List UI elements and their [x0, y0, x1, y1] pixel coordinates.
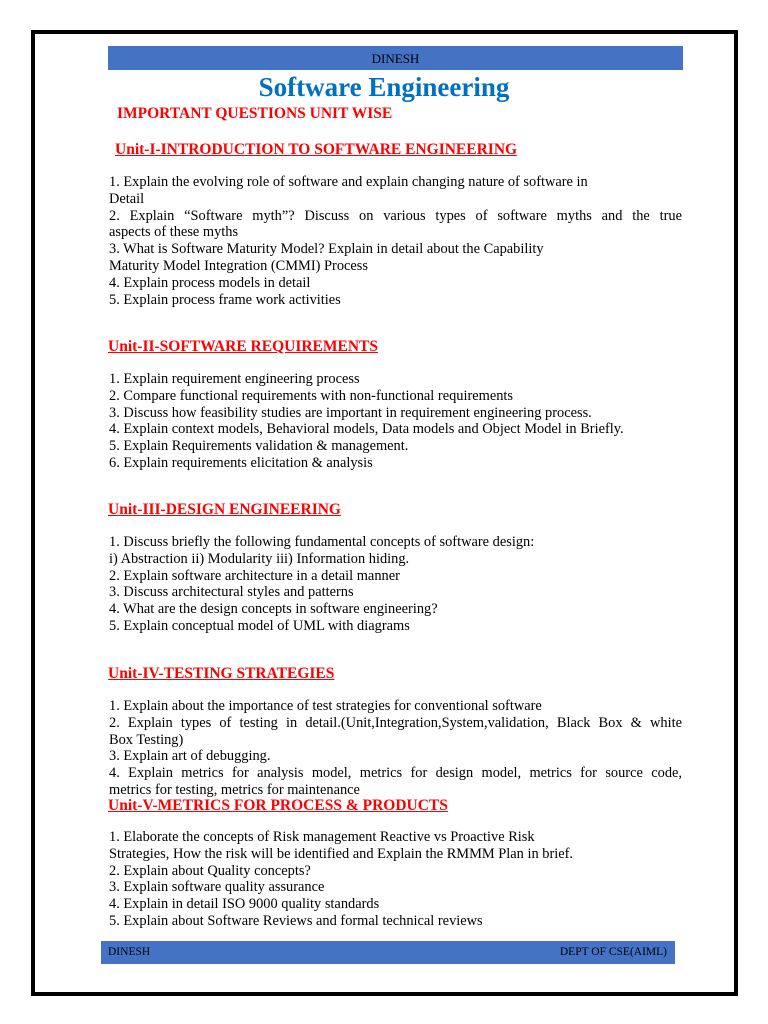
- question-line: 2. Explain “Software myth”? Discuss on various types of software myths and the true: [109, 207, 682, 224]
- question-line: 5. Explain about Software Reviews and formal technical reviews: [109, 912, 483, 929]
- question-line: 1. Explain the evolving role of software and explain changing nature of software in: [109, 174, 588, 190]
- unit-4-questions: [109, 698, 682, 799]
- unit-1-heading: Unit-I-INTRODUCTION TO SOFTWARE ENGINEERING: [115, 141, 518, 158]
- question-line: 4. Explain metrics for analysis model, metrics for design model, metrics for source code,: [109, 765, 682, 782]
- unit-5-heading: Unit-V-METRICS FOR PROCESS & PRODUCTS: [108, 797, 448, 814]
- question-line: 1. Discuss briefly the following fundamental concepts of software design:: [109, 534, 535, 550]
- header-name: DINESH: [371, 51, 420, 66]
- question-line: Box Testing): [109, 731, 184, 748]
- footer-bar: [101, 941, 675, 964]
- question-line: 3. What is Software Maturity Model? Explain in detail about the Capability: [109, 241, 544, 258]
- question-line: 3. Explain software quality assurance: [109, 879, 325, 896]
- question-line: 3. Explain art of debugging.: [109, 748, 271, 765]
- unit-3-questions: [109, 534, 682, 635]
- question-line: 1. Elaborate the concepts of Risk management Reactive vs Proactive Risk: [109, 829, 535, 845]
- unit-3-heading: Unit-III-DESIGN ENGINEERING: [108, 501, 341, 518]
- question-line: 1. Explain requirement engineering process: [109, 371, 360, 387]
- question-line: 4. Explain process models in detail: [109, 274, 311, 291]
- header-bar: [108, 46, 683, 70]
- question-line: 2. Compare functional requirements with non-functional requirements: [109, 387, 514, 404]
- question-line: 5. Explain conceptual model of UML with diagrams: [109, 617, 410, 634]
- document-title: Software Engineering: [258, 72, 510, 102]
- question-line: 2. Explain software architecture in a detail manner: [109, 567, 400, 584]
- question-line: Detail: [109, 190, 145, 207]
- question-line: 5. Explain process frame work activities: [109, 291, 341, 308]
- question-line: 6. Explain requirements elicitation & analysis: [109, 454, 373, 471]
- question-line: aspects of these myths: [109, 224, 239, 241]
- unit-4-heading: Unit-IV-TESTING STRATEGIES: [108, 665, 335, 682]
- question-line: 4. Explain context models, Behavioral models, Data models and Object Model in Briefly.: [109, 421, 624, 438]
- footer-author: DINESH: [108, 946, 151, 958]
- unit-2-questions: [109, 371, 682, 472]
- document-subtitle: IMPORTANT QUESTIONS UNIT WISE: [117, 105, 393, 122]
- question-line: i) Abstraction ii) Modularity iii) Information hiding.: [109, 550, 410, 567]
- question-line: Strategies, How the risk will be identified and Explain the RMMM Plan in brief.: [109, 845, 574, 862]
- footer-department: DEPT OF CSE(AIML): [559, 946, 667, 958]
- question-line: 3. Discuss how feasibility studies are important in requirement engineering process.: [109, 404, 592, 421]
- unit-2-heading: Unit-II-SOFTWARE REQUIREMENTS: [108, 338, 379, 355]
- question-line: metrics for testing, metrics for maintenance: [109, 781, 360, 798]
- question-line: Maturity Model Integration (CMMI) Process: [109, 257, 368, 274]
- question-line: 4. Explain in detail ISO 9000 quality standards: [109, 896, 380, 913]
- unit-5-questions: [109, 829, 682, 930]
- question-line: 5. Explain Requirements validation & management.: [109, 438, 409, 455]
- question-line: 4. What are the design concepts in software engineering?: [109, 601, 438, 618]
- question-line: 2. Explain types of testing in detail.(Unit,Integration,System,validation, Black Box & white: [109, 714, 682, 731]
- question-line: 2. Explain about Quality concepts?: [109, 862, 311, 879]
- unit-1-questions: [109, 174, 682, 308]
- question-line: 1. Explain about the importance of test strategies for conventional software: [109, 698, 542, 714]
- question-line: 3. Discuss architectural styles and patterns: [109, 584, 354, 601]
